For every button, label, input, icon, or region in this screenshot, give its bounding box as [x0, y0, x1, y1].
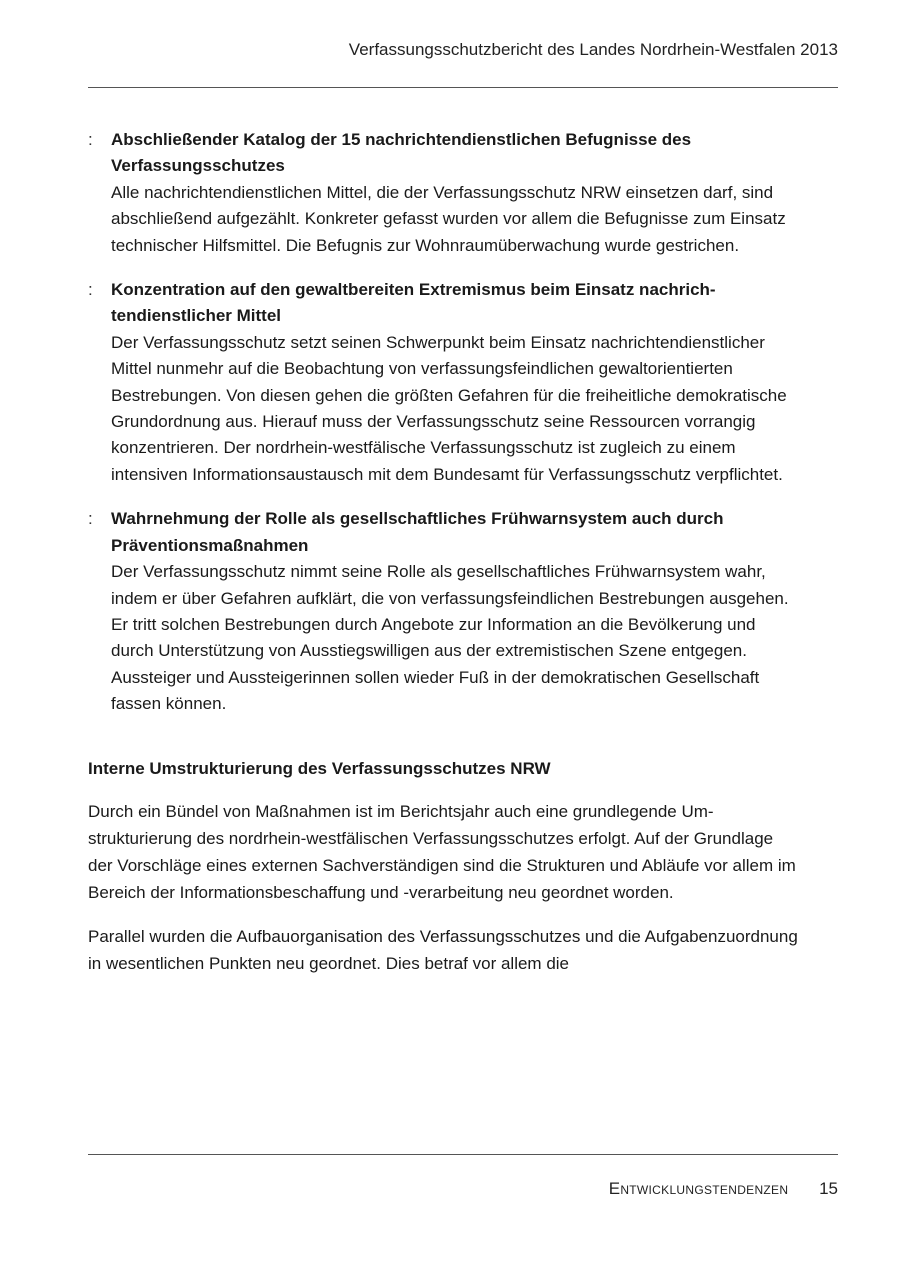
list-item — [88, 506, 800, 717]
list-item-body: Der Verfassungsschutz nimmt seine Rolle als gesellschaftliches Frühwarnsystem wahr, indem er über Gefahren aufklärt, die von verfassungsfeindlichen Bestrebungen ausgehen. Er tritt solchen Bestrebungen durch Angebote zur Information an die Bevölkerung und durch Unterstützung von Ausstiegswilligen aus der extremistischen Szene entgegen. Aussteiger und Aussteigerinnen sollen wieder Fuß in der demokratischen Gesellschaft fassen können. — [111, 562, 789, 714]
measures-list — [88, 127, 800, 718]
list-item — [88, 127, 800, 259]
body-paragraph: Parallel wurden die Aufbauorganisation des Verfassungsschutzes und die Aufgabenzuordnung in wesentlichen Punkten neu geordnet. Dies betraf vor allem die — [88, 926, 798, 973]
header-divider — [88, 87, 838, 88]
footer-divider — [88, 1154, 838, 1155]
list-item-title: Abschließender Katalog der 15 nachrichtendienstlichen Befugnisse des Verfassungsschutzes — [111, 130, 692, 176]
bullet-marker: : — [88, 509, 93, 529]
running-header: Verfassungsschutzbericht des Landes Nordrhein-Westfalen 2013 — [348, 40, 838, 59]
bullet-marker: : — [88, 280, 93, 300]
list-item-title: Wahrnehmung der Rolle als gesellschaftliches Frühwarnsystem auch durch Präventionsmaßnahmen — [111, 509, 724, 555]
list-item-title: Konzentration auf den gewaltbereiten Extremismus beim Einsatz nachrichtendienstlicher Mittel — [111, 280, 716, 326]
bullet-marker: : — [88, 130, 93, 149]
page-number: 15 — [819, 1179, 838, 1198]
list-item-body: Alle nachrichtendienstlichen Mittel, die der Verfassungsschutz NRW einsetzen darf, sind abschließend aufgezählt. Konkreter gefasst wurden vor allem die Befugnisse zum Einsatz technischer Hilfsmittel. Die Befugnis zur Wohnraumüberwachung wurde gestrichen. — [111, 182, 786, 255]
body-paragraph: Durch ein Bündel von Maßnahmen ist im Berichtsjahr auch eine grundlegende Umstrukturierung des nordrhein-westfälischen Verfassungsschutzes erfolgt. Auf der Grundlage der Vorschläge eines externen Sachverständigen sind die Strukturen und Abläufe vor allem im Bereich der Informationsbeschaffung und -verarbeitung neu geordnet worden. — [88, 801, 796, 902]
section-heading: Interne Umstrukturierung des Verfassungsschutzes NRW — [88, 758, 551, 778]
footer-section-name: Entwicklungstendenzen — [608, 1179, 789, 1198]
list-item-body: Der Verfassungsschutz setzt seinen Schwerpunkt beim Einsatz nachrichtendienstlicher Mittel nunmehr auf die Beobachtung von verfassungsfeindlichen gewaltorientierten Bestrebungen. Von diesen gehen die größten Gefahren für die freiheitliche demokratische Grundordnung aus. Hierauf muss der Verfassungsschutz seine Ressourcen vorrangig konzentrieren. Der nordrhein-westfälische Verfassungsschutz ist zugleich zu einem intensiven Informationsaustausch mit dem Bundesamt für Verfassungsschutz verpflichtet. — [111, 332, 787, 484]
running-footer — [609, 1179, 838, 1199]
list-item — [88, 277, 800, 488]
page-content — [88, 127, 800, 994]
